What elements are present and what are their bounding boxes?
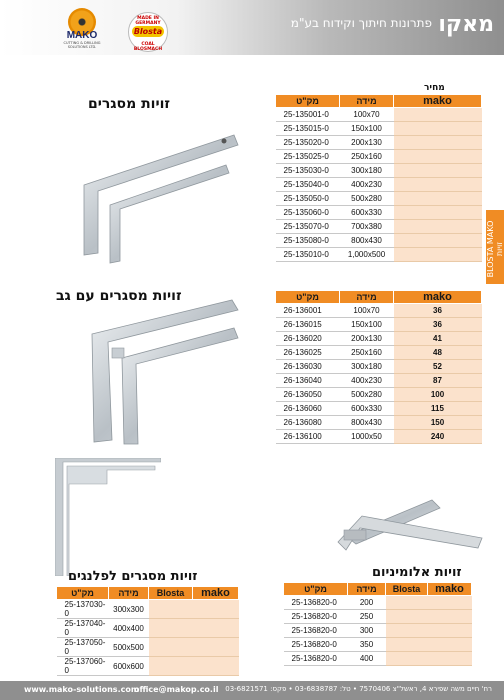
cell-price [394, 220, 482, 234]
aluminum-square-image [332, 496, 484, 556]
cell-mako [428, 638, 472, 652]
table-row [284, 652, 472, 666]
table-row [276, 150, 482, 164]
table-row [276, 430, 482, 444]
address-text: רח' חיים משה שפירא 4, ראשל"צ 7570406 • טל: 03-6838787 • פקס: 03-6821571 [225, 685, 492, 693]
cell-code: 26-136100 [276, 430, 340, 444]
table-row [276, 220, 482, 234]
cell-code: 26-136040 [276, 374, 340, 388]
cell-code: 26-136060 [276, 402, 340, 416]
cell-blosta [149, 657, 193, 676]
table-row [276, 416, 482, 430]
table-row [284, 596, 472, 610]
cell-blosta [386, 638, 428, 652]
table-row [57, 638, 239, 657]
cell-code: 26-136025 [276, 346, 340, 360]
mako-logo-subtext: CUTTING & DRILLING SOLUTIONS LTD. [63, 41, 101, 49]
col-mako: mako [193, 587, 239, 600]
cell-blosta [149, 600, 193, 619]
table-row [284, 624, 472, 638]
backed-squares-table [275, 290, 482, 444]
cell-code: 25-137030-0 [57, 600, 109, 619]
table-row [276, 374, 482, 388]
blosta-logo [128, 12, 168, 52]
table-row [284, 610, 472, 624]
blosta-logo-bottom: COAL BLOSMACH [133, 42, 163, 52]
cell-size: 250x160 [340, 346, 394, 360]
table-row [276, 332, 482, 346]
cell-mako [428, 624, 472, 638]
cell-size: 400x230 [340, 374, 394, 388]
cell-code: 25-135060-0 [276, 206, 340, 220]
table-row [276, 108, 482, 122]
section-title-framing-squares: זויות מסגרים [88, 96, 170, 112]
cell-size: 300x300 [109, 600, 149, 619]
cell-code: 25-137060-0 [57, 657, 109, 676]
cell-size: 250x160 [340, 150, 394, 164]
cell-blosta [149, 638, 193, 657]
col-mako: mako [394, 95, 482, 108]
cell-price [394, 122, 482, 136]
cell-size: 200x130 [340, 136, 394, 150]
page-footer [0, 681, 504, 700]
website-link[interactable]: www.mako-solutions.com [24, 685, 140, 694]
cell-mako [193, 657, 239, 676]
framing-squares-table [275, 94, 482, 262]
cell-size: 1,000x500 [340, 248, 394, 262]
col-size: מידה [109, 587, 149, 600]
table-row [276, 234, 482, 248]
col-code: מק"ט [276, 95, 340, 108]
cell-mako [428, 596, 472, 610]
page-header [0, 0, 504, 55]
col-size: מידה [348, 583, 386, 596]
cell-size: 400x400 [109, 619, 149, 638]
cell-code: 25-135040-0 [276, 178, 340, 192]
side-tab [486, 210, 504, 284]
table-row [276, 248, 482, 262]
cell-price [394, 164, 482, 178]
cell-mako [428, 610, 472, 624]
mako-logo [62, 8, 102, 48]
mako-logo-text: MAKO [66, 30, 98, 41]
cell-code: 25-135070-0 [276, 220, 340, 234]
section-title-aluminum-squares: זויות אלומיניום [372, 565, 462, 580]
section-title-backed-squares: זויות מסגרים עם גב [56, 288, 182, 304]
cell-code: 26-136020 [276, 332, 340, 346]
cell-code: 26-136001 [276, 304, 340, 318]
framing-square-image [74, 125, 244, 265]
cell-code: 25-136820-0 [284, 638, 348, 652]
cell-blosta [149, 619, 193, 638]
cell-price [394, 150, 482, 164]
cell-price: 48 [394, 346, 482, 360]
cell-price [394, 136, 482, 150]
flange-square-image [55, 458, 161, 576]
col-code: מק"ט [284, 583, 348, 596]
cell-price: 36 [394, 304, 482, 318]
cell-size: 250 [348, 610, 386, 624]
cell-code: 25-136820-0 [284, 624, 348, 638]
cell-size: 400x230 [340, 178, 394, 192]
cell-size: 600x330 [340, 402, 394, 416]
cell-mako [193, 600, 239, 619]
cell-price [394, 206, 482, 220]
cell-price [394, 248, 482, 262]
col-code: מק"ט [276, 291, 340, 304]
cell-price: 87 [394, 374, 482, 388]
cell-size: 150x100 [340, 318, 394, 332]
cell-price: 115 [394, 402, 482, 416]
cell-code: 25-135010-0 [276, 248, 340, 262]
cell-code: 25-135030-0 [276, 164, 340, 178]
table-row [276, 360, 482, 374]
cell-size: 1000x50 [340, 430, 394, 444]
blosta-logo-name: Blosta [133, 27, 163, 36]
cell-price: 100 [394, 388, 482, 402]
cell-size: 100x70 [340, 108, 394, 122]
section-title-flange-squares: זויות מסגרים לפלנגים [68, 569, 198, 584]
col-blosta: Blosta [149, 587, 193, 600]
table-row [276, 192, 482, 206]
table-row [276, 304, 482, 318]
cell-code: 25-135020-0 [276, 136, 340, 150]
table-row [276, 388, 482, 402]
cell-size: 600x600 [109, 657, 149, 676]
cell-code: 25-135050-0 [276, 192, 340, 206]
cell-size: 200x130 [340, 332, 394, 346]
cell-code: 25-135001-0 [276, 108, 340, 122]
cell-code: 25-136820-0 [284, 652, 348, 666]
cell-code: 25-135015-0 [276, 122, 340, 136]
cell-mako [193, 619, 239, 638]
cell-price [394, 234, 482, 248]
backed-square-image [82, 294, 246, 446]
cell-code: 25-137050-0 [57, 638, 109, 657]
flange-squares-table [56, 586, 239, 676]
cell-code: 25-135080-0 [276, 234, 340, 248]
table-row [276, 122, 482, 136]
cell-size: 500x280 [340, 388, 394, 402]
cell-blosta [386, 596, 428, 610]
table-row [276, 346, 482, 360]
table-row [57, 657, 239, 676]
cell-size: 600x330 [340, 206, 394, 220]
table-row [276, 164, 482, 178]
cell-size: 200 [348, 596, 386, 610]
price-header-label: מחיר [424, 83, 445, 93]
col-size: מידה [340, 95, 394, 108]
table-row [284, 638, 472, 652]
blosta-logo-top: MADE IN GERMANY [135, 16, 161, 26]
email-link[interactable]: office@makop.co.il [134, 685, 219, 694]
table-row [57, 600, 239, 619]
table-row [276, 318, 482, 332]
cell-size: 800x430 [340, 234, 394, 248]
col-size: מידה [340, 291, 394, 304]
cell-price: 41 [394, 332, 482, 346]
cell-blosta [386, 610, 428, 624]
aluminum-squares-table [283, 582, 472, 666]
cell-price: 150 [394, 416, 482, 430]
cell-price [394, 192, 482, 206]
cell-size: 300x180 [340, 164, 394, 178]
cell-price: 36 [394, 318, 482, 332]
cell-size: 500x500 [109, 638, 149, 657]
table-row [276, 178, 482, 192]
table-row [276, 136, 482, 150]
side-tab-label: BLOSTA MAKO זויות [486, 220, 504, 278]
cell-price [394, 108, 482, 122]
cell-size: 100x70 [340, 304, 394, 318]
col-code: מק"ט [57, 587, 109, 600]
cell-code: 26-136050 [276, 388, 340, 402]
cell-blosta [386, 624, 428, 638]
col-mako: mako [428, 583, 472, 596]
cell-size: 350 [348, 638, 386, 652]
cell-code: 25-136820-0 [284, 596, 348, 610]
cell-size: 300 [348, 624, 386, 638]
company-subtitle: פתרונות חיתוך וקידוח בע"מ [290, 16, 432, 30]
col-mako: mako [394, 291, 482, 304]
col-blosta: Blosta [386, 583, 428, 596]
company-title: מאקו [438, 12, 494, 37]
cell-price [394, 178, 482, 192]
cell-code: 26-136080 [276, 416, 340, 430]
cell-size: 700x380 [340, 220, 394, 234]
table-row [276, 206, 482, 220]
cell-size: 800x430 [340, 416, 394, 430]
cell-code: 26-136015 [276, 318, 340, 332]
table-row [57, 619, 239, 638]
cell-code: 25-135025-0 [276, 150, 340, 164]
cell-code: 26-136030 [276, 360, 340, 374]
cell-size: 150x100 [340, 122, 394, 136]
cell-mako [193, 638, 239, 657]
cell-code: 25-136820-0 [284, 610, 348, 624]
cell-size: 300x180 [340, 360, 394, 374]
cell-price: 240 [394, 430, 482, 444]
cell-size: 500x280 [340, 192, 394, 206]
cell-mako [428, 652, 472, 666]
cell-blosta [386, 652, 428, 666]
cell-price: 52 [394, 360, 482, 374]
cell-code: 25-137040-0 [57, 619, 109, 638]
cell-size: 400 [348, 652, 386, 666]
table-row [276, 402, 482, 416]
